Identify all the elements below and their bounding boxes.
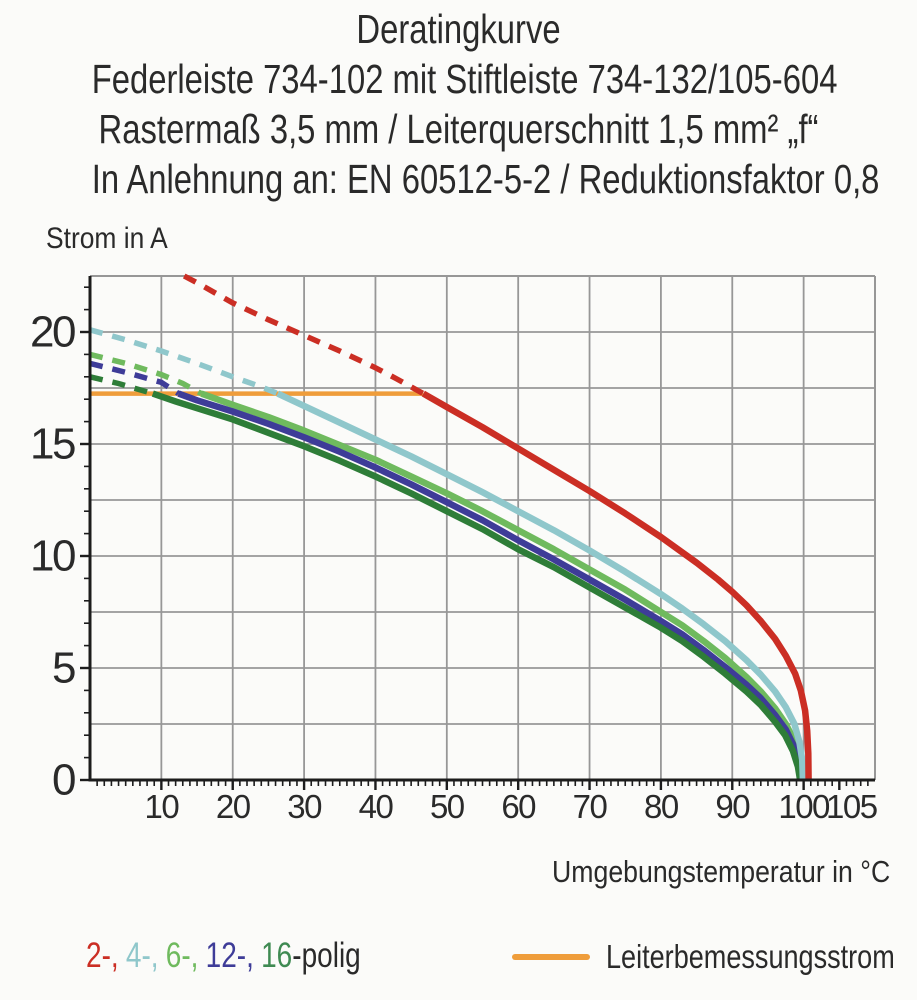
rated-current-line-swatch [512,954,590,960]
legend-pole-token: 6-, [165,936,199,975]
series-12-polig-solid [179,394,801,780]
legend-pole-token: 2-, [86,936,119,975]
chart-subtitle-line-2: Rastermaß 3,5 mm / Leiterquerschnitt 1,5 mm² „f“ [98,106,819,152]
x-tick-label: 60 [501,788,536,825]
y-tick-label: 0 [52,755,74,805]
x-tick-label: 40 [358,788,393,825]
y-tick-label: 10 [30,531,74,581]
chart-subtitle-line-3: In Anlehnung an: EN 60512-5-2 / Reduktionsfaktor 0,8 [91,156,880,202]
y-tick-label: 15 [30,419,74,469]
legend-pole-suffix: -polig [292,936,361,975]
series-6-polig-solid [201,394,801,780]
x-tick-label: 90 [715,788,750,825]
legend-rated-current [512,938,917,976]
rated-current-label: Leiterbemessungsstrom [606,938,895,975]
y-axis-title: Strom in A [46,222,168,255]
x-tick-label: 20 [215,788,250,825]
y-tick-label: 20 [30,307,74,357]
x-tick-label: 100 [778,788,829,825]
series-16-polig-solid [153,394,800,780]
x-tick-label: 105 [826,788,877,825]
chart-subtitle-line-1: Federleiste 734-102 mit Stiftleiste 734-132/105-604 [91,56,838,102]
x-tick-label: 50 [429,788,464,825]
x-axis-title: Umgebungstemperatur in °C [551,854,890,889]
chart-title: Deratingkurve [356,6,561,52]
x-tick-labels [145,788,877,825]
x-tick-label: 30 [287,788,321,825]
legend-pole-token: 16 [261,936,293,975]
x-tick-label: 10 [144,788,179,825]
y-tick-labels [30,308,75,805]
legend-pole-token: 4-, [125,936,159,975]
x-tick-label: 80 [644,788,678,825]
legend-poles [86,936,361,976]
y-tick-label: 5 [52,643,74,693]
legend-pole-token: 12-, [205,936,254,975]
x-tick-label: 70 [572,788,607,825]
